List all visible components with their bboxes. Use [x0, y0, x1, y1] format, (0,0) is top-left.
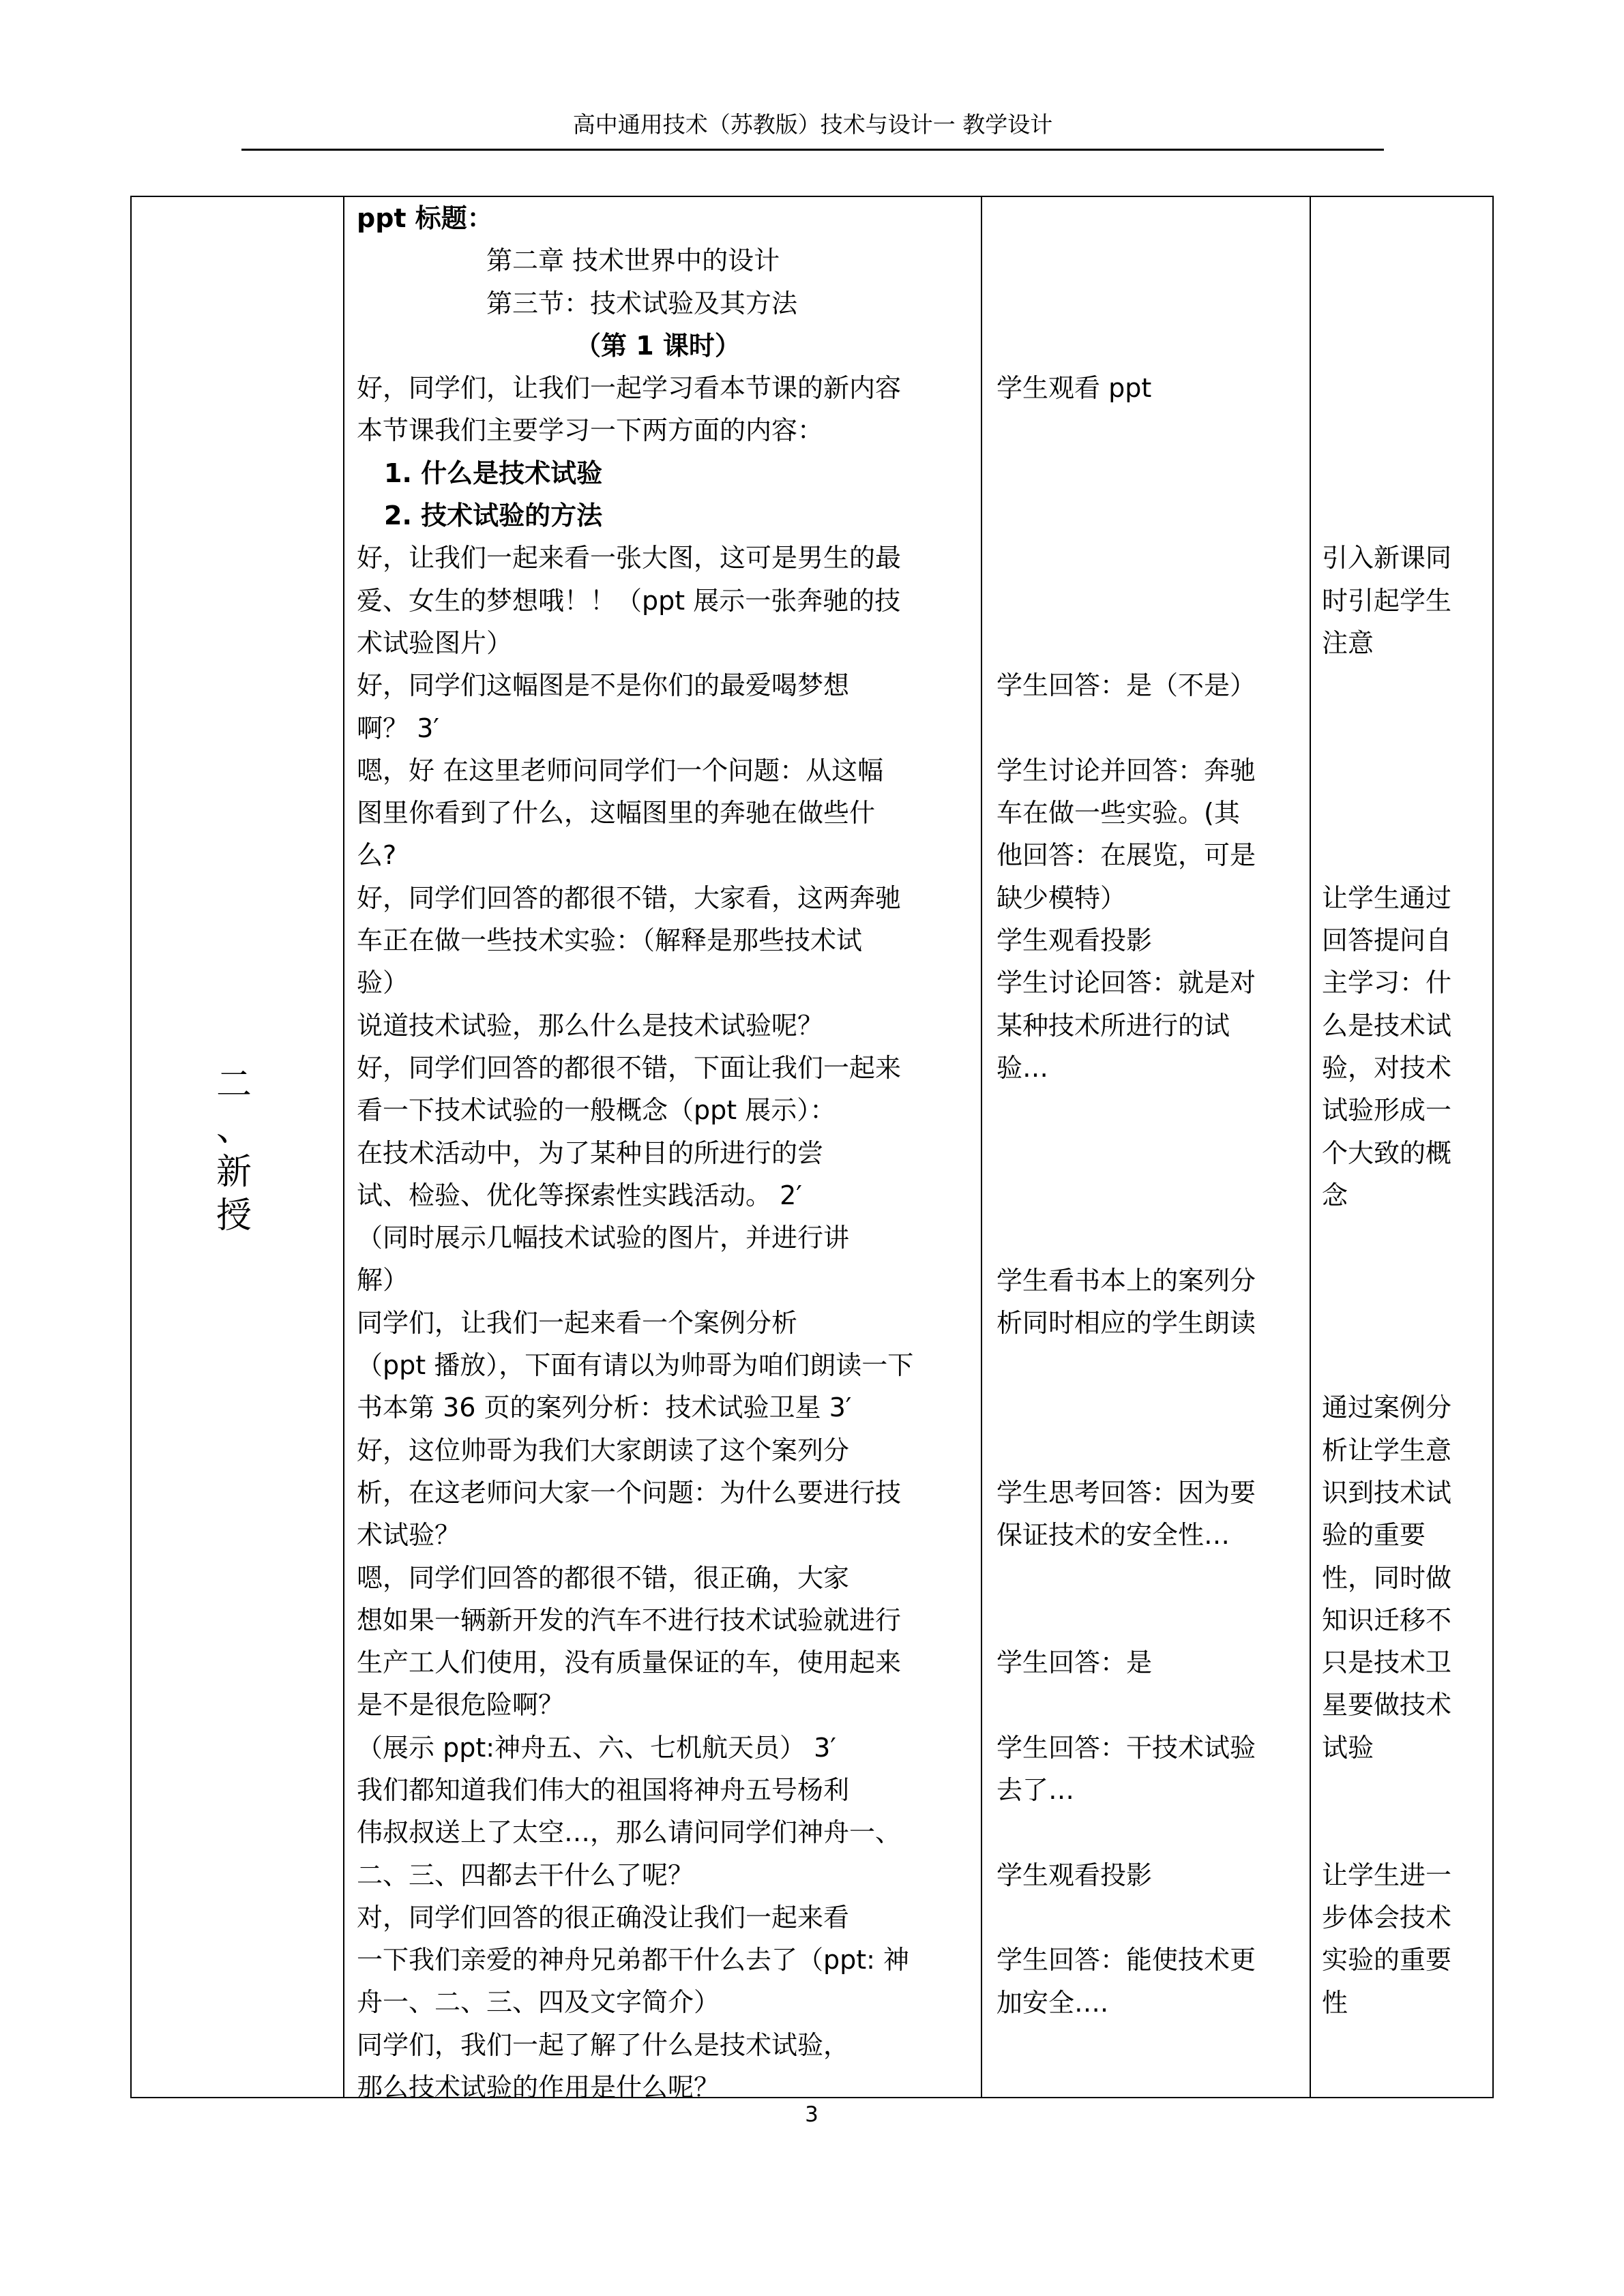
teacher-text-line: 想如果一辆新开发的汽车不进行技术试验就进行	[357, 1605, 902, 1635]
teacher-text-line: 二、三、四都去干什么了呢？	[357, 1860, 694, 1890]
intent-text-line: 时引起学生	[1322, 585, 1452, 616]
student-text-block	[996, 664, 1256, 706]
teacher-text-line: 析，在这老师问大家一个问题：为什么要进行技	[357, 1477, 902, 1508]
intent-text-line: 星要做技术	[1322, 1690, 1452, 1720]
header-rule	[241, 149, 1384, 151]
intent-text-line: 主学习：什	[1322, 968, 1452, 998]
teacher-text-line: 舟一、二、三、四及文字简介）	[357, 1987, 720, 2018]
intent-text-line: 性，同时做	[1322, 1562, 1452, 1593]
teacher-text-line: 么?	[357, 840, 397, 871]
student-text-line: 学生观看 ppt	[996, 373, 1152, 404]
teacher-text-line: 我们都知道我们伟大的祖国将神舟五号杨利	[357, 1774, 850, 1805]
student-text-line: 他回答：在展览，可是	[996, 840, 1256, 871]
teacher-text-line: 好，同学们，让我们一起学习看本节课的新内容	[357, 373, 902, 404]
student-text-line: 学生观看投影	[996, 925, 1153, 956]
intent-text-block	[1322, 1854, 1451, 2024]
intent-text-line: 实验的重要	[1322, 1945, 1452, 1976]
teacher-text-line: 嗯，好 在这里老师问同学们一个问题：从这幅	[357, 755, 884, 786]
teacher-text-line: 术试验图片）	[357, 627, 513, 658]
intent-text-line: 性	[1322, 1987, 1348, 2018]
intent-text-line: 只是技术卫	[1322, 1648, 1452, 1678]
intent-text-line: 注意	[1322, 627, 1374, 658]
student-text-line: 某种技术所进行的试	[996, 1010, 1230, 1041]
teacher-text-line: 看一下技术试验的一般概念（ppt 展示）：	[357, 1095, 836, 1126]
intent-text-line: 验，对技术	[1322, 1052, 1452, 1083]
intent-text-line: 知识迁移不	[1322, 1605, 1452, 1635]
teacher-text-line: 爱、女生的梦想哦！！（ppt 展示一张奔驰的技	[357, 585, 901, 616]
student-text-block	[996, 367, 1151, 409]
section-label-char: 二	[216, 1064, 252, 1105]
intent-text-line: 么是技术试	[1322, 1010, 1452, 1041]
student-text-line: 学生观看投影	[996, 1860, 1153, 1890]
teacher-text-line: 对，同学们回答的很正确没让我们一起来看	[357, 1902, 850, 1933]
page-number: 3	[805, 2102, 818, 2127]
intent-text-block	[1322, 1386, 1451, 1769]
teacher-text-line: 好，这位帅哥为我们大家朗读了这个案列分	[357, 1435, 850, 1465]
student-text-line: 验…	[996, 1052, 1049, 1083]
column-divider	[1310, 197, 1311, 2097]
student-text-line: 缺少模特）	[996, 882, 1127, 913]
student-text-line: 学生看书本上的案列分	[996, 1265, 1256, 1296]
intent-text-line: 试验形成一	[1322, 1095, 1452, 1126]
teacher-text-line: 伟叔叔送上了太空…，那么请问同学们神舟一、	[357, 1817, 902, 1848]
teacher-activity-column	[357, 197, 977, 2108]
student-text-line: 加安全….	[996, 1987, 1109, 2018]
intent-text-block	[1322, 877, 1451, 1217]
intent-text-line: 让学生通过	[1322, 882, 1452, 913]
section-label-char: 、	[216, 1108, 252, 1149]
teacher-text-line: 生产工人们使用，没有质量保证的车，使用起来	[357, 1648, 902, 1678]
student-text-line: 学生回答：是	[996, 1648, 1153, 1678]
section-label-char: 新	[216, 1152, 252, 1193]
teacher-text-line: （展示 ppt:神舟五、六、七机航天员） 3′	[357, 1732, 836, 1763]
intent-text-line: 个大致的概	[1322, 1137, 1452, 1168]
teacher-text-line: （同时展示几幅技术试验的图片，并进行讲	[357, 1223, 850, 1253]
student-text-block	[996, 1259, 1256, 1345]
student-text-line: 学生回答：干技术试验	[996, 1732, 1256, 1763]
teacher-text-line: 在技术活动中，为了某种目的所进行的尝	[357, 1137, 824, 1168]
section-label	[210, 1063, 258, 1238]
teacher-text-line: 好，同学们回答的都很不错，大家看，这两奔驰	[357, 882, 902, 913]
teacher-text-line: （第 1 课时）	[575, 330, 741, 361]
teacher-text-line: 那么技术试验的作用是什么呢？	[357, 2072, 720, 2103]
student-text-line: 保证技术的安全性…	[996, 1520, 1230, 1551]
student-text-block	[996, 1641, 1152, 1684]
teacher-text-line: 好，让我们一起来看一张大图，这可是男生的最	[357, 543, 902, 573]
page-header: 高中通用技术（苏教版）技术与设计一 教学设计	[572, 111, 1053, 138]
intent-text-line: 步体会技术	[1322, 1902, 1452, 1933]
intent-text-line: 引入新课同	[1322, 543, 1452, 573]
teacher-text-line: 说道技术试验，那么什么是技术试验呢？	[357, 1010, 824, 1041]
student-text-block	[996, 749, 1256, 1089]
teacher-text-line: 一下我们亲爱的神舟兄弟都干什么去了（ppt: 神	[357, 1945, 910, 1976]
student-text-line: 学生讨论并回答：奔驰	[996, 755, 1256, 786]
student-text-line: 学生讨论回答：就是对	[996, 968, 1256, 998]
teacher-text-line: 是不是很危险啊？	[357, 1690, 565, 1720]
student-text-line: 学生回答：是（不是）	[996, 670, 1256, 701]
intent-text-line: 通过案例分	[1322, 1392, 1452, 1423]
student-text-line: 车在做一些实验。(其	[996, 798, 1240, 829]
teacher-text-line: 啊？ 3′	[357, 713, 439, 743]
section-label-char: 授	[216, 1195, 252, 1236]
student-text-block	[996, 1939, 1256, 2024]
teacher-text-line: 嗯，同学们回答的都很不错，很正确，大家	[357, 1562, 850, 1593]
teacher-text-line: 图里你看到了什么，这幅图里的奔驰在做些什	[357, 798, 876, 829]
teacher-text-line: 术试验？	[357, 1520, 461, 1551]
intent-text-line: 让学生进一	[1322, 1860, 1452, 1890]
teacher-text-line: （ppt 播放），下面有请以为帅哥为咱们朗读一下	[357, 1350, 914, 1381]
intent-text-line: 试验	[1322, 1732, 1374, 1763]
student-text-block	[996, 1854, 1152, 1896]
student-text-line: 去了…	[996, 1775, 1075, 1806]
column-divider	[343, 197, 344, 2097]
teacher-text-line: 2. 技术试验的方法	[384, 501, 603, 531]
column-divider	[981, 197, 982, 2097]
lesson-table	[130, 196, 1494, 2103]
teacher-text-line: 本节课我们主要学习一下两方面的内容：	[357, 415, 824, 446]
teacher-text-line: 书本第 36 页的案列分析：技术试验卫星 3′	[357, 1392, 852, 1423]
intent-text-line: 识到技术试	[1322, 1477, 1452, 1508]
teacher-text-line: 第二章 技术世界中的设计	[486, 245, 780, 276]
teacher-text-line: ppt 标题：	[357, 203, 493, 233]
student-text-line: 学生回答：能使技术更	[996, 1945, 1256, 1976]
student-text-block	[996, 1727, 1256, 1812]
teacher-text-line: 试、检验、优化等探索性实践活动。 2′	[357, 1180, 802, 1210]
student-text-block	[996, 1472, 1256, 1557]
teacher-text-line: 车正在做一些技术实验：（解释是那些技术试	[357, 925, 863, 956]
intent-text-block	[1322, 537, 1451, 664]
teacher-text-line: 第三节：技术试验及其方法	[486, 288, 798, 318]
intent-text-line: 析让学生意	[1322, 1435, 1452, 1465]
teacher-text-line: 验）	[357, 968, 409, 998]
intent-text-line: 念	[1322, 1180, 1348, 1210]
teacher-text-line: 同学们，让我们一起来看一个案例分析	[357, 1307, 798, 1338]
student-text-line: 析同时相应的学生朗读	[996, 1307, 1256, 1338]
intent-text-line: 回答提问自	[1322, 925, 1452, 956]
teacher-text-line: 好，同学们回答的都很不错，下面让我们一起来	[357, 1052, 902, 1083]
teacher-text-line: 1. 什么是技术试验	[384, 458, 603, 488]
intent-text-line: 验的重要	[1322, 1520, 1426, 1551]
teacher-text-line: 解）	[357, 1265, 409, 1296]
student-text-line: 学生思考回答：因为要	[996, 1478, 1256, 1508]
teacher-text-line: 同学们，我们一起了解了什么是技术试验，	[357, 2029, 850, 2060]
teacher-text-line: 好，同学们这幅图是不是你们的最爱喝梦想	[357, 670, 850, 701]
